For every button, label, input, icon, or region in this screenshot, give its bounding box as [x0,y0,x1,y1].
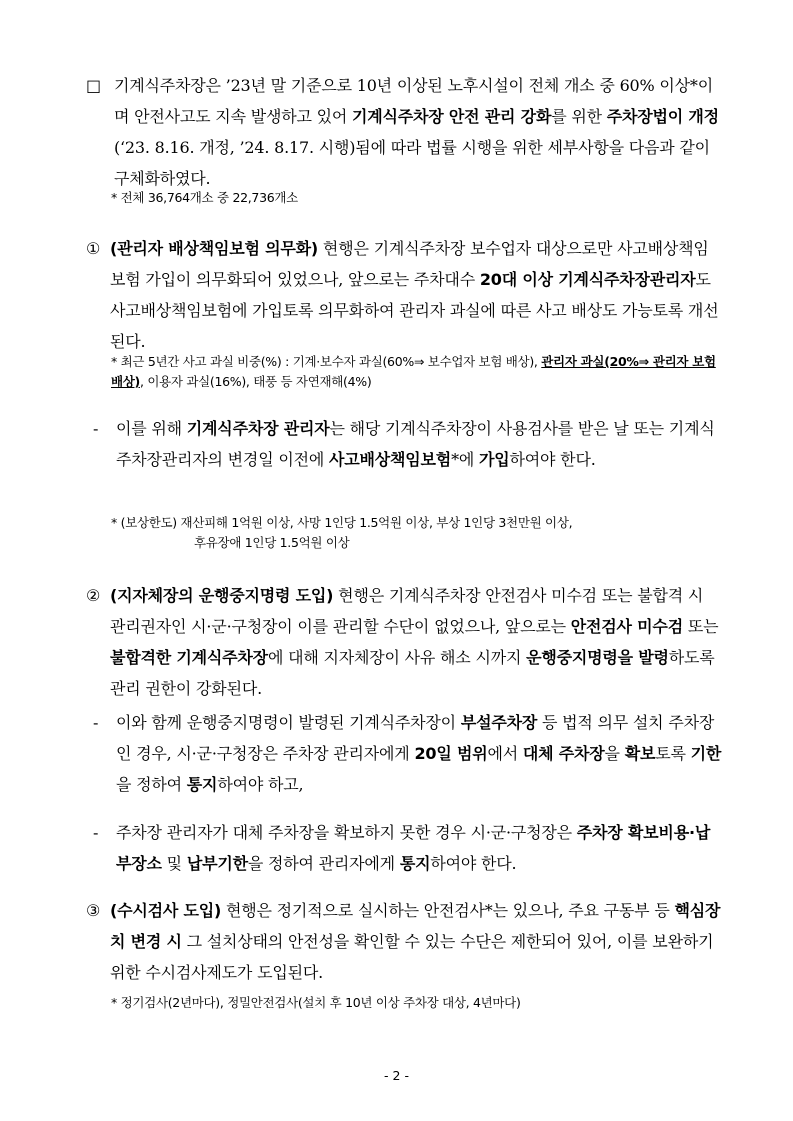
item3-title: (수시검사 도입) [110,901,222,920]
item1-sub-footnote-line1: * (보상한도) 재산피해 1억원 이상, 사망 1인당 1.5억원 이상, 부상 1인당 3천만원 이상, [111,515,573,530]
item1-title: (관리자 배상책임보험 의무화) [110,239,319,258]
page-number: - 2 - [384,1068,409,1083]
item1-paragraph: (관리자 배상책임보험 의무화) 현행은 기계식주차장 보수업자 대상으로만 사고배상책임보험 가입이 의무화되어 있었으나, 앞으로는 주차대수 20대 이상 기계식주차장관리자도 사고배상책임보험에 가입토록 의무화하여 관리자 과실에 따른 사고 배상도 가능토록 개선된다. [110,239,719,351]
item2-sub2-paragraph: 주차장 관리자가 대체 주차장을 확보하지 못한 경우 시·군·구청장은 주차장 확보비용·납부장소 및 납부기한을 정하여 관리자에게 통지하여야 한다. [116,823,711,873]
item2-sub2-dash: - [93,823,99,842]
item1-marker: ① [86,239,101,258]
item1-footnote: * 최근 5년간 사고 과실 비중(%) : 기계·보수자 과실(60%⇒ 보수업자 보험 배상), 관리자 과실(20%⇒ 관리자 보험 배상), 이용자 과실(16%), 태풍 등 자연재해(4%) [111,354,716,389]
item1-sub-footnote-line2: 후유장애 1인당 1.5억원 이상 [194,535,350,550]
item2-marker: ② [86,586,101,605]
item2-paragraph: (지자체장의 운행중지명령 도입) 현행은 기계식주차장 안전검사 미수검 또는 불합격 시 관리권자인 시·군·구청장이 이를 관리할 수단이 없었으나, 앞으로는 안전검사 미수검 또는 불합격한 기계식주차장에 대해 지자체장이 사유 해소 시까지 운행중지명령을 발령하도록 관리 권한이 강화된다. [110,586,719,698]
item3-marker: ③ [86,901,101,920]
intro-footnote: * 전체 36,764개소 중 22,736개소 [111,190,298,205]
item3-paragraph: (수시검사 도입) 현행은 정기적으로 실시하는 안전검사*는 있으나, 주요 구동부 등 핵심장치 변경 시 그 설치상태의 안전성을 확인할 수 있는 수단은 제한되어 있어, 이를 보완하기 위한 수시검사제도가 도입된다. [110,901,721,982]
item2-sub1-paragraph: 이와 함께 운행중지명령이 발령된 기계식주차장이 부설주차장 등 법적 의무 설치 주차장인 경우, 시·군·구청장은 주차장 관리자에게 20일 범위에서 대체 주차장을 확보토록 기한을 정하여 통지하여야 하고, [116,713,722,794]
checkbox-bullet: □ [86,76,102,95]
item1-sub-paragraph: 이를 위해 기계식주차장 관리자는 해당 기계식주차장이 사용검사를 받은 날 또는 기계식주차장관리자의 변경일 이전에 사고배상책임보험*에 가입하여야 한다. [116,419,715,469]
item2-sub1-dash: - [93,713,99,732]
item2-title: (지자체장의 운행중지명령 도입) [110,586,334,605]
item1-sub-dash: - [93,419,99,438]
intro-paragraph: 기계식주차장은 ’23년 말 기준으로 10년 이상된 노후시설이 전체 개소 중 60% 이상*이며 안전사고도 지속 발생하고 있어 기계식주차장 안전 관리 강화를 위한 주차장법이 개정(‘23. 8.16. 개정, ’24. 8.17. 시행)됨에 따라 법률 시행을 위한 세부사항을 다음과 같이 구체화하였다. [114,76,719,188]
item3-footnote: * 정기검사(2년마다), 정밀안전검사(설치 후 10년 이상 주차장 대상, 4년마다) [111,995,521,1010]
